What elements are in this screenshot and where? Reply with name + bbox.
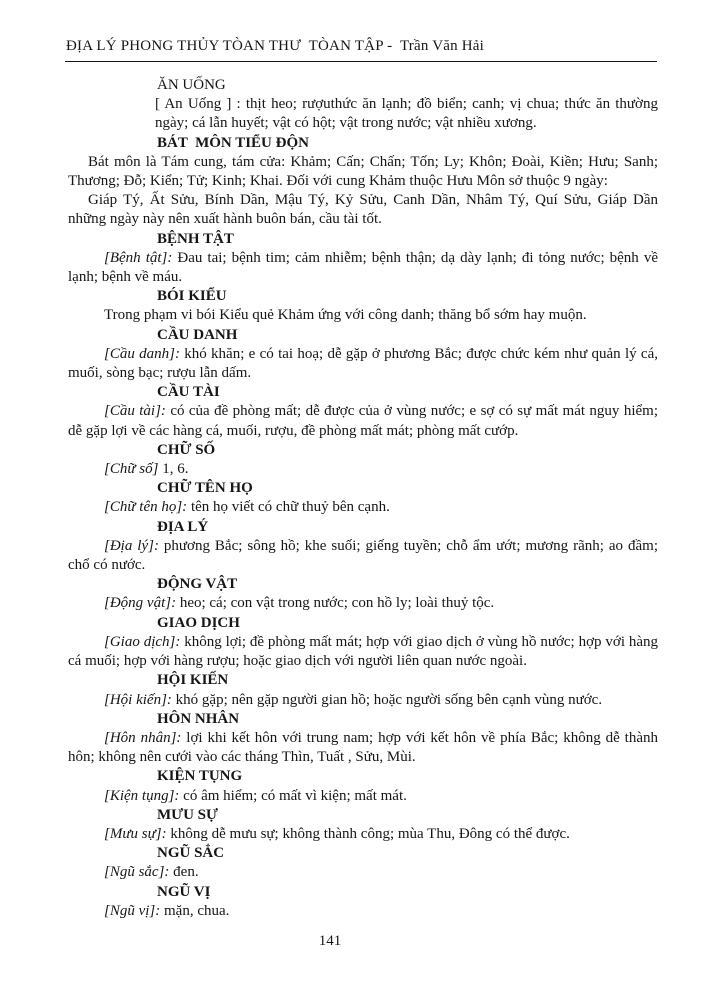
paragraph-bat-mon-1 [68, 153, 658, 191]
paragraph-cau-danh [68, 345, 658, 383]
paragraph-hon-nhan [68, 729, 658, 767]
paragraph-lead: [Hội kiến]: [104, 691, 172, 708]
paragraph-hoi-kien [68, 691, 658, 710]
paragraph-chu-ten-ho [68, 498, 658, 517]
paragraph-giao-dich [68, 633, 658, 671]
section-heading-chu-ten-ho: CHỮ TÊN HỌ [157, 480, 253, 497]
paragraph-text: 1, 6. [158, 461, 189, 478]
section-heading-boi-kieu: BÓI KIỂU [157, 288, 227, 305]
paragraph-chu-so [68, 460, 658, 479]
section-heading-benh-tat: BỆNH TẬT [157, 230, 234, 247]
paragraph-benh-tat [68, 249, 658, 287]
paragraph-lead: [Kiện tụng]: [104, 787, 180, 804]
paragraph-text: lợi khi kết hôn với trung nam; hợp với kết hôn về phía Bắc; không dễ thành hôn; không nên cưới vào các tháng Thìn, Tuất , Sửu, Mùi. [68, 729, 658, 766]
paragraph-text: phương Bắc; sông hồ; khe suối; giếng tuyền; chỗ ẩm ướt; mương rãnh; ao đầm; chổ có nước. [68, 537, 658, 574]
paragraph-lead: [Bệnh tật]: [104, 249, 173, 266]
section-heading-an-uong: ĂN UỐNG [157, 77, 226, 93]
paragraph-boi-kieu [68, 306, 658, 325]
paragraph-an-uong [155, 95, 658, 133]
paragraph-text: khó khăn; e có tai hoạ; dễ gặp ở phương Bắc; được chức kém như quản lý cá, muối, sòng bạc; rượu lẫn dấm. [68, 345, 658, 382]
paragraph-lead: [Cầu tài]: [104, 403, 166, 420]
section-heading-ngu-sac: NGŨ SẮC [157, 845, 225, 862]
paragraph-lead: [Hôn nhân]: [104, 729, 182, 746]
paragraph-lead: [Địa lý]: [104, 537, 159, 554]
header-rule-divider [65, 61, 657, 62]
paragraph-text: Bát môn là Tám cung, tám cửa: Khảm; Cấn; Chấn; Tốn; Ly; Khôn; Đoài, Kiền; Hưu; Sanh; Thương; Đỗ; Kiển; Tử; Kinh; Khai. Đối với cung Khảm thuộc Hưu Môn sở thuộc 9 ngày: [68, 153, 658, 190]
page-number: 141 [318, 933, 342, 949]
paragraph-text: tên họ viết có chữ thuỷ bên cạnh. [187, 499, 390, 516]
paragraph-lead: [Ngũ sắc]: [104, 864, 170, 881]
section-heading-chu-so: CHỮ SỐ [157, 441, 216, 458]
section-heading-kien-tung: KIỆN TỤNG [157, 768, 243, 785]
paragraph-lead: [Chữ tên họ]: [104, 499, 188, 516]
paragraph-ngu-vi [68, 902, 658, 921]
paragraph-text: Đau tai; bệnh tim; cảm nhiễm; bệnh thận; dạ dày lạnh; đi tỏng nước; bệnh về lạnh; bệnh về máu. [68, 249, 658, 286]
paragraph-lead: [Ngũ vị]: [104, 902, 161, 919]
paragraph-lead: [Chữ số] [104, 461, 159, 478]
paragraph-text: Trong phạm vi bói Kiểu quẻ Khảm ứng với công danh; thăng bổ sớm hay muộn. [104, 307, 587, 324]
paragraph-muu-su [68, 825, 658, 844]
document-body [68, 76, 658, 921]
section-heading-giao-dich: GIAO DỊCH [157, 614, 240, 631]
paragraph-text: có của đề phòng mất; dễ được của ở vùng nước; e sợ có sự mất mát nguy hiểm; dễ gặp lợi về các hàng cá, muối, rượu, đề phòng mất mát; phòng mất cướp. [68, 403, 658, 439]
page-header-title: ĐỊA LÝ PHONG THỦY TÒAN THƯ TÒAN TẬP - Trần Văn Hải [66, 38, 485, 54]
paragraph-text: không lợi; đề phòng mất mát; hợp với giao dịch ở vùng hồ nước; hợp với hàng cá muối; hợp với hàng rượu; hoặc giao dịch với người liên quan nước ngoài. [68, 633, 659, 670]
paragraph-kien-tung [68, 787, 658, 806]
section-heading-hoi-kien: HỘI KIẾN [157, 672, 229, 689]
paragraph-text: có âm hiểm; có mất vì kiện; mất mát. [179, 787, 407, 804]
paragraph-text: [ An Uống ] : thịt heo; rượuthức ăn lạnh; đồ biển; canh; vị chua; thức ăn thường ngày; cá lẫn huyết; vật có hột; vật trong nước; vật nhiều xương. [155, 96, 658, 132]
paragraph-ngu-sac [68, 863, 658, 882]
section-heading-cau-danh: CẦU DANH [157, 326, 238, 343]
paragraph-dong-vat [68, 594, 658, 613]
section-heading-muu-su: MƯU SỰ [157, 806, 218, 823]
paragraph-text: đen. [169, 864, 199, 881]
section-heading-dia-ly: ĐỊA LÝ [157, 518, 209, 535]
paragraph-dia-ly [68, 537, 658, 575]
paragraph-bat-mon-2 [68, 191, 658, 229]
section-heading-dong-vat: ĐỘNG VẬT [157, 576, 238, 593]
paragraph-lead: [Cầu danh]: [104, 345, 180, 362]
paragraph-text: mặn, chua. [160, 902, 230, 919]
paragraph-text: không dễ mưu sự; không thành công; mùa Thu, Đông có thể được. [166, 825, 570, 842]
paragraph-lead: [Mưu sự]: [104, 825, 167, 842]
section-heading-hon-nhan: HÔN NHÂN [157, 710, 240, 727]
paragraph-text: Giáp Tý, Ất Sửu, Bính Dần, Mậu Tý, Kỷ Sửu, Canh Dần, Nhâm Tý, Quí Sửu, Giáp Dần những ngày này nên xuất hành buôn bán, cầu tài tốt. [68, 192, 658, 228]
paragraph-lead: [Giao dịch]: [104, 633, 181, 650]
section-heading-ngu-vi: NGŨ VỊ [157, 883, 211, 900]
paragraph-cau-tai [68, 402, 658, 440]
paragraph-lead: [Động vật]: [104, 595, 177, 612]
section-heading-bat-mon-tieu-don: BÁT MÔN TIỂU ĐỘN [157, 134, 309, 151]
section-heading-cau-tai: CẦU TÀI [157, 384, 220, 401]
paragraph-text: heo; cá; con vật trong nước; con hồ ly; loài thuỷ tộc. [176, 595, 495, 612]
paragraph-text: khó gặp; nên gặp người gian hồ; hoặc người sống bên cạnh vùng nước. [171, 691, 603, 708]
